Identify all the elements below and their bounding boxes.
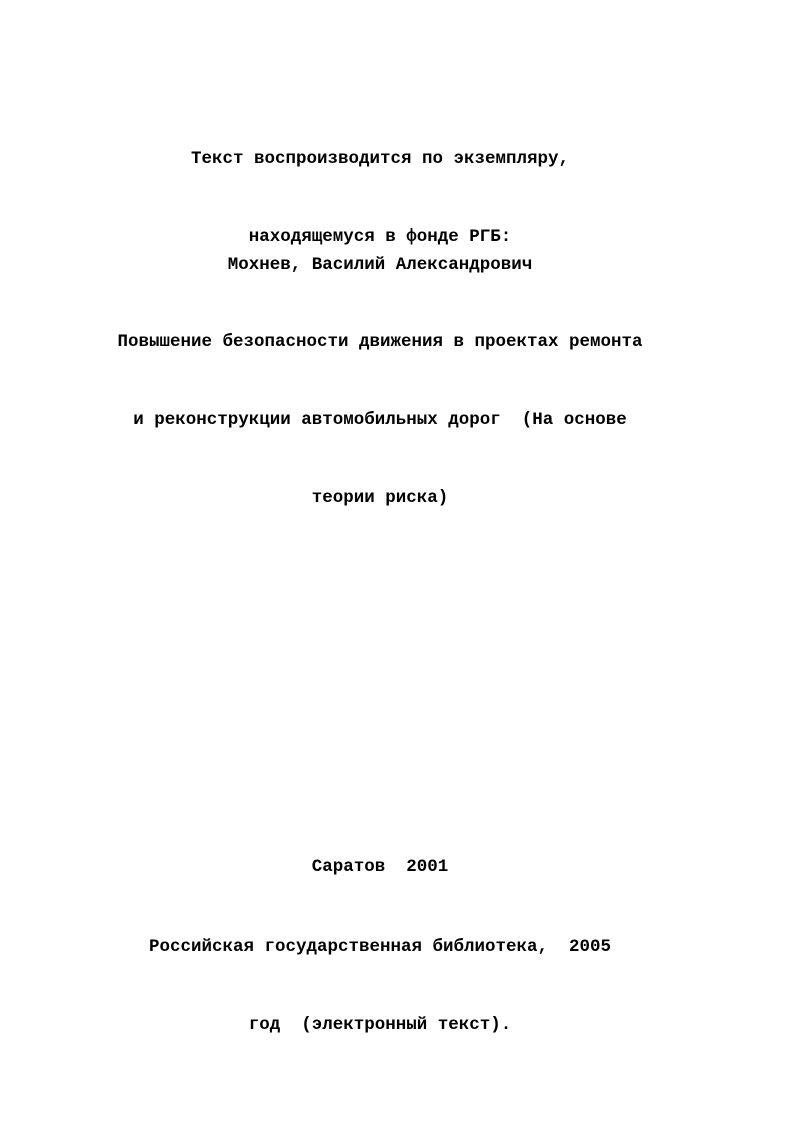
source-notice-line-2: находящемуся в фонде РГБ:	[248, 227, 512, 247]
author-name-text: Мохнев, Василий Александрович	[227, 255, 533, 275]
imprint-text: Саратов 2001	[311, 857, 449, 877]
library-statement	[0, 882, 760, 1090]
document-title-line-2: и реконструкции автомобильных дорог (На основе	[133, 410, 627, 430]
library-statement-line-2: год (электронный текст).	[248, 1015, 512, 1035]
source-notice-line-1: Текст воспроизводится по экземпляру,	[190, 149, 570, 169]
document-title-line-1: Повышение безопасности движения в проектах ремонта	[117, 332, 643, 352]
document-title-line-3: теории риска)	[311, 488, 449, 508]
library-statement-line-1: Российская государственная библиотека, 2005	[148, 937, 612, 957]
document-title	[0, 277, 760, 563]
